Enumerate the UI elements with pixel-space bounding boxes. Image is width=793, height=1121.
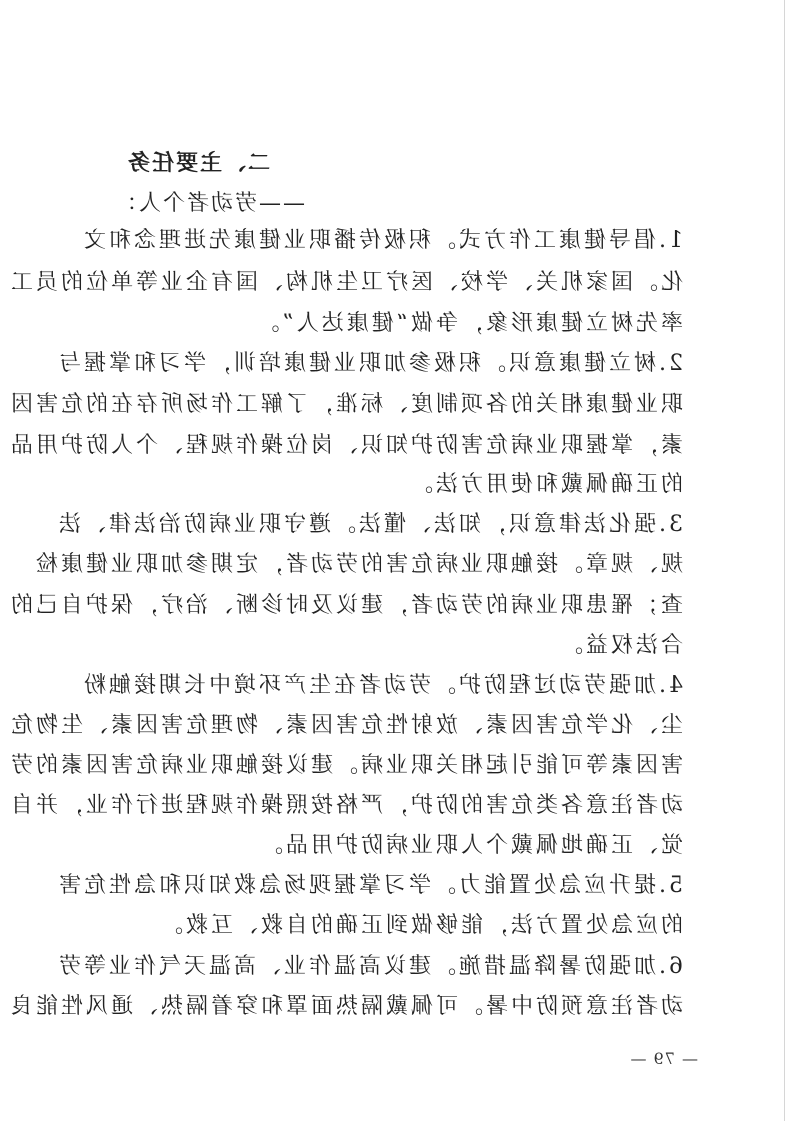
text-line: 率先树立健康形象，争做“健康达人”。 <box>254 311 683 336</box>
text-line: 害因素等可能引起相关职业病。建议接触职业病危害因素的劳 <box>7 753 683 778</box>
page-number: — 79 — <box>629 1049 698 1068</box>
page-edge-line <box>784 0 785 1121</box>
text-line: 6.加强防暑降温措施。建议高温作业、高温天气作业等劳 <box>56 954 683 979</box>
text-line: 觉、正确地佩戴个人职业病防护用品。 <box>257 833 683 858</box>
text-line: 动者注意预防中暑。可佩戴隔热面罩和穿着隔热、通风性能良 <box>7 994 683 1019</box>
text-line: 1.倡导健康工作方式。积极传播职业健康先进理念和文 <box>81 228 683 253</box>
text-line: 动者注意各类危害的防护，严格按照操作规程进行作业，并自 <box>7 793 683 818</box>
text-line: 的正确佩戴和使用方法。 <box>407 472 683 497</box>
text-line: 4.加强劳动过程防护。劳动者在生产环境中长期接触粉 <box>81 673 683 698</box>
text-line: 合法权益。 <box>557 633 683 658</box>
text-line: 尘、化学危害因素、放射性危害因素、物理危害因素、生物危 <box>7 713 683 738</box>
text-line: 查；罹患职业病的劳动者，建议及时诊断、治疗，保护自己的 <box>7 593 683 618</box>
text-line: 3.强化法律意识，知法、懂法。遵守职业病防治法律、法 <box>56 512 683 537</box>
section-subheading: ——劳动者个人： <box>112 191 305 216</box>
text-line: 的应急处置方法，能够做到正确的自救、互救。 <box>157 913 683 938</box>
text-line: 素，掌握职业病危害防护知识、岗位操作规程、个人防护用品 <box>7 433 683 458</box>
text-line: 2.树立健康意识。积极参加职业健康培训，学习和掌握与 <box>56 351 683 376</box>
text-line: 职业健康相关的各项制度、标准，了解工作场所存在的危害因 <box>7 392 683 417</box>
text-line: 化。国家机关、学校、医疗卫生机构、国有企业等单位的员工 <box>7 270 683 295</box>
text-line: 规、规章。接触职业病危害的劳动者，定期参加职业健康检 <box>32 552 683 577</box>
text-line: 5.提升应急处置能力。学习掌握现场急救知识和急性危害 <box>56 873 683 898</box>
section-heading: 二、主要任务 <box>125 151 270 176</box>
